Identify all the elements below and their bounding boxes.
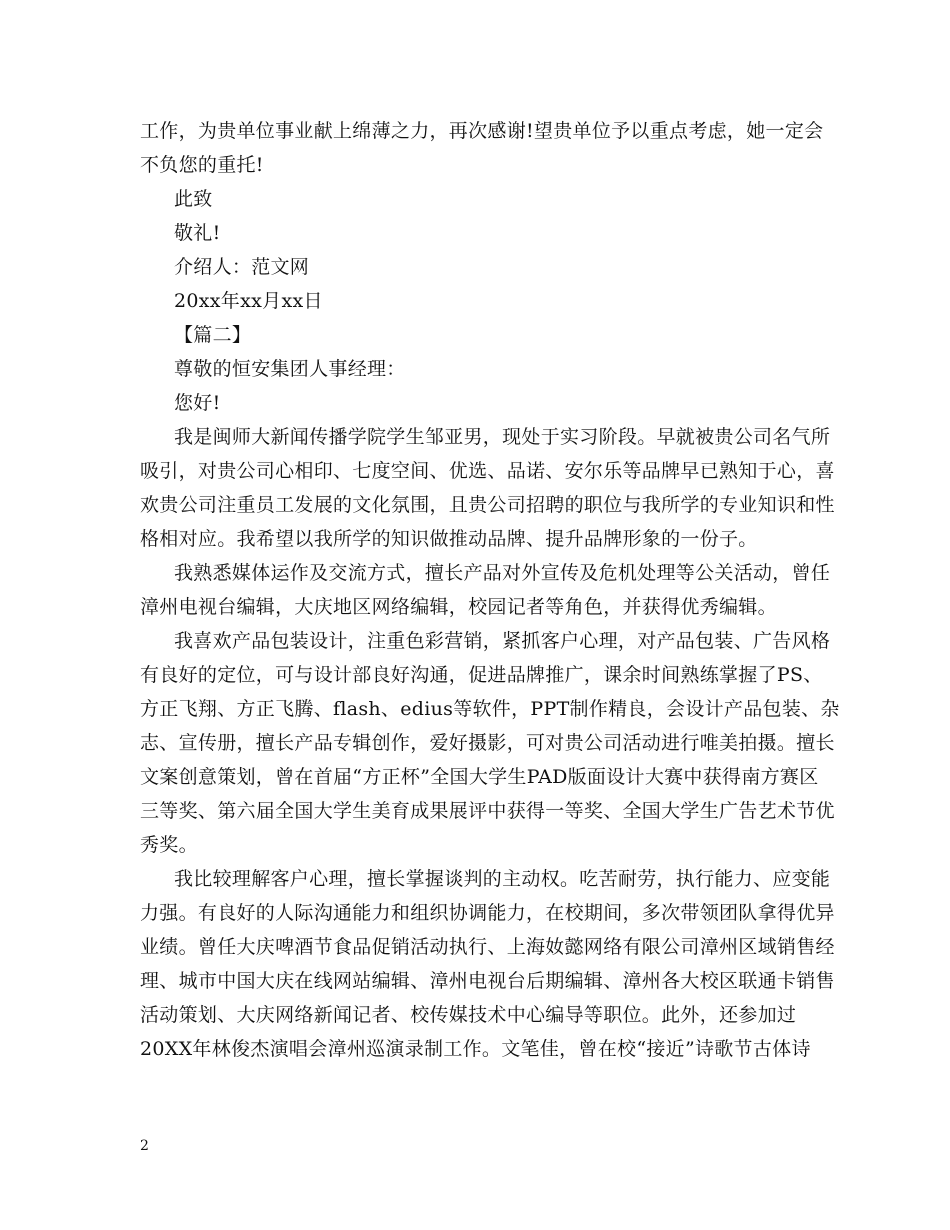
paragraph-line: 20XX年林俊杰演唱会漳州巡演录制工作。文笔佳，曾在校“接近”诗歌节古体诗	[140, 1038, 811, 1060]
paragraph-line: 秀奖。	[140, 834, 198, 856]
paragraph-line: 我熟悉媒体运作及交流方式，擅长产品对外宣传及危机处理等公关活动，曾任	[174, 562, 831, 584]
paragraph-line: 有良好的定位，可与设计部良好沟通，促进品牌推广，课余时间熟练掌握了PS、	[140, 664, 823, 686]
paragraph-line: 格相对应。我希望以我所学的知识做推动品牌、提升品牌形象的一份子。	[140, 528, 758, 550]
paragraph-line: 方正飞翔、方正飞腾、flash、edius等软件，PPT制作精良，会设计产品包装、杂	[140, 698, 840, 720]
closing-salutation: 此致	[174, 188, 213, 210]
text-line: 不负您的重托!	[140, 154, 264, 176]
paragraph-line: 欢贵公司注重员工发展的文化氛围，且贵公司招聘的职位与我所学的专业知识和性	[140, 494, 835, 516]
document-body	[140, 114, 840, 1066]
paragraph-line: 理、城市中国大庆在线网站编辑、漳州电视台后期编辑、漳州各大校区联通卡销售	[140, 970, 835, 992]
date-line: 20xx年xx月xx日	[174, 290, 323, 312]
letter-greeting: 您好!	[174, 392, 221, 414]
paragraph-line: 我比较理解客户心理，擅长掌握谈判的主动权。吃苦耐劳，执行能力、应变能	[174, 868, 831, 890]
paragraph-line: 业绩。曾任大庆啤酒节食品促销活动执行、上海奻懿网络有限公司漳州区域销售经	[140, 936, 835, 958]
paragraph-line: 三等奖、第六届全国大学生美育成果展评中获得一等奖、全国大学生广告艺术节优	[140, 800, 835, 822]
page-number: 2	[140, 1138, 149, 1154]
paragraph-line: 力强。有良好的人际沟通能力和组织协调能力，在校期间，多次带领团队拿得优异	[140, 902, 835, 924]
paragraph-line: 我喜欢产品包装设计，注重色彩营销，紧抓客户心理，对产品包装、广告风格	[174, 630, 831, 652]
paragraph-line: 我是闽师大新闻传播学院学生邹亚男，现处于实习阶段。早就被贵公司名气所	[174, 426, 831, 448]
paragraph-line: 漳州电视台编辑，大庆地区网络编辑，校园记者等角色，并获得优秀编辑。	[140, 596, 777, 618]
letter-addressee: 尊敬的恒安集团人事经理：	[174, 358, 406, 380]
introducer-line: 介绍人：范文网	[174, 256, 310, 278]
paragraph-line: 吸引，对贵公司心相印、七度空间、优选、品诺、安尔乐等品牌早已熟知于心，喜	[140, 460, 835, 482]
paragraph-line: 志、宣传册，擅长产品专辑创作，爱好摄影，可对贵公司活动进行唯美拍摄。擅长	[140, 732, 835, 754]
section-heading: 【篇二】	[174, 324, 252, 346]
paragraph-line: 文案创意策划，曾在首届“方正杯”全国大学生PAD版面设计大赛中获得南方赛区	[140, 766, 819, 788]
paragraph-line: 活动策划、大庆网络新闻记者、校传媒技术中心编导等职位。此外，还参加过	[140, 1004, 797, 1026]
closing-regards: 敬礼!	[174, 222, 221, 244]
text-line: 工作，为贵单位事业献上绵薄之力，再次感谢!望贵单位予以重点考虑，她一定会	[140, 120, 824, 142]
